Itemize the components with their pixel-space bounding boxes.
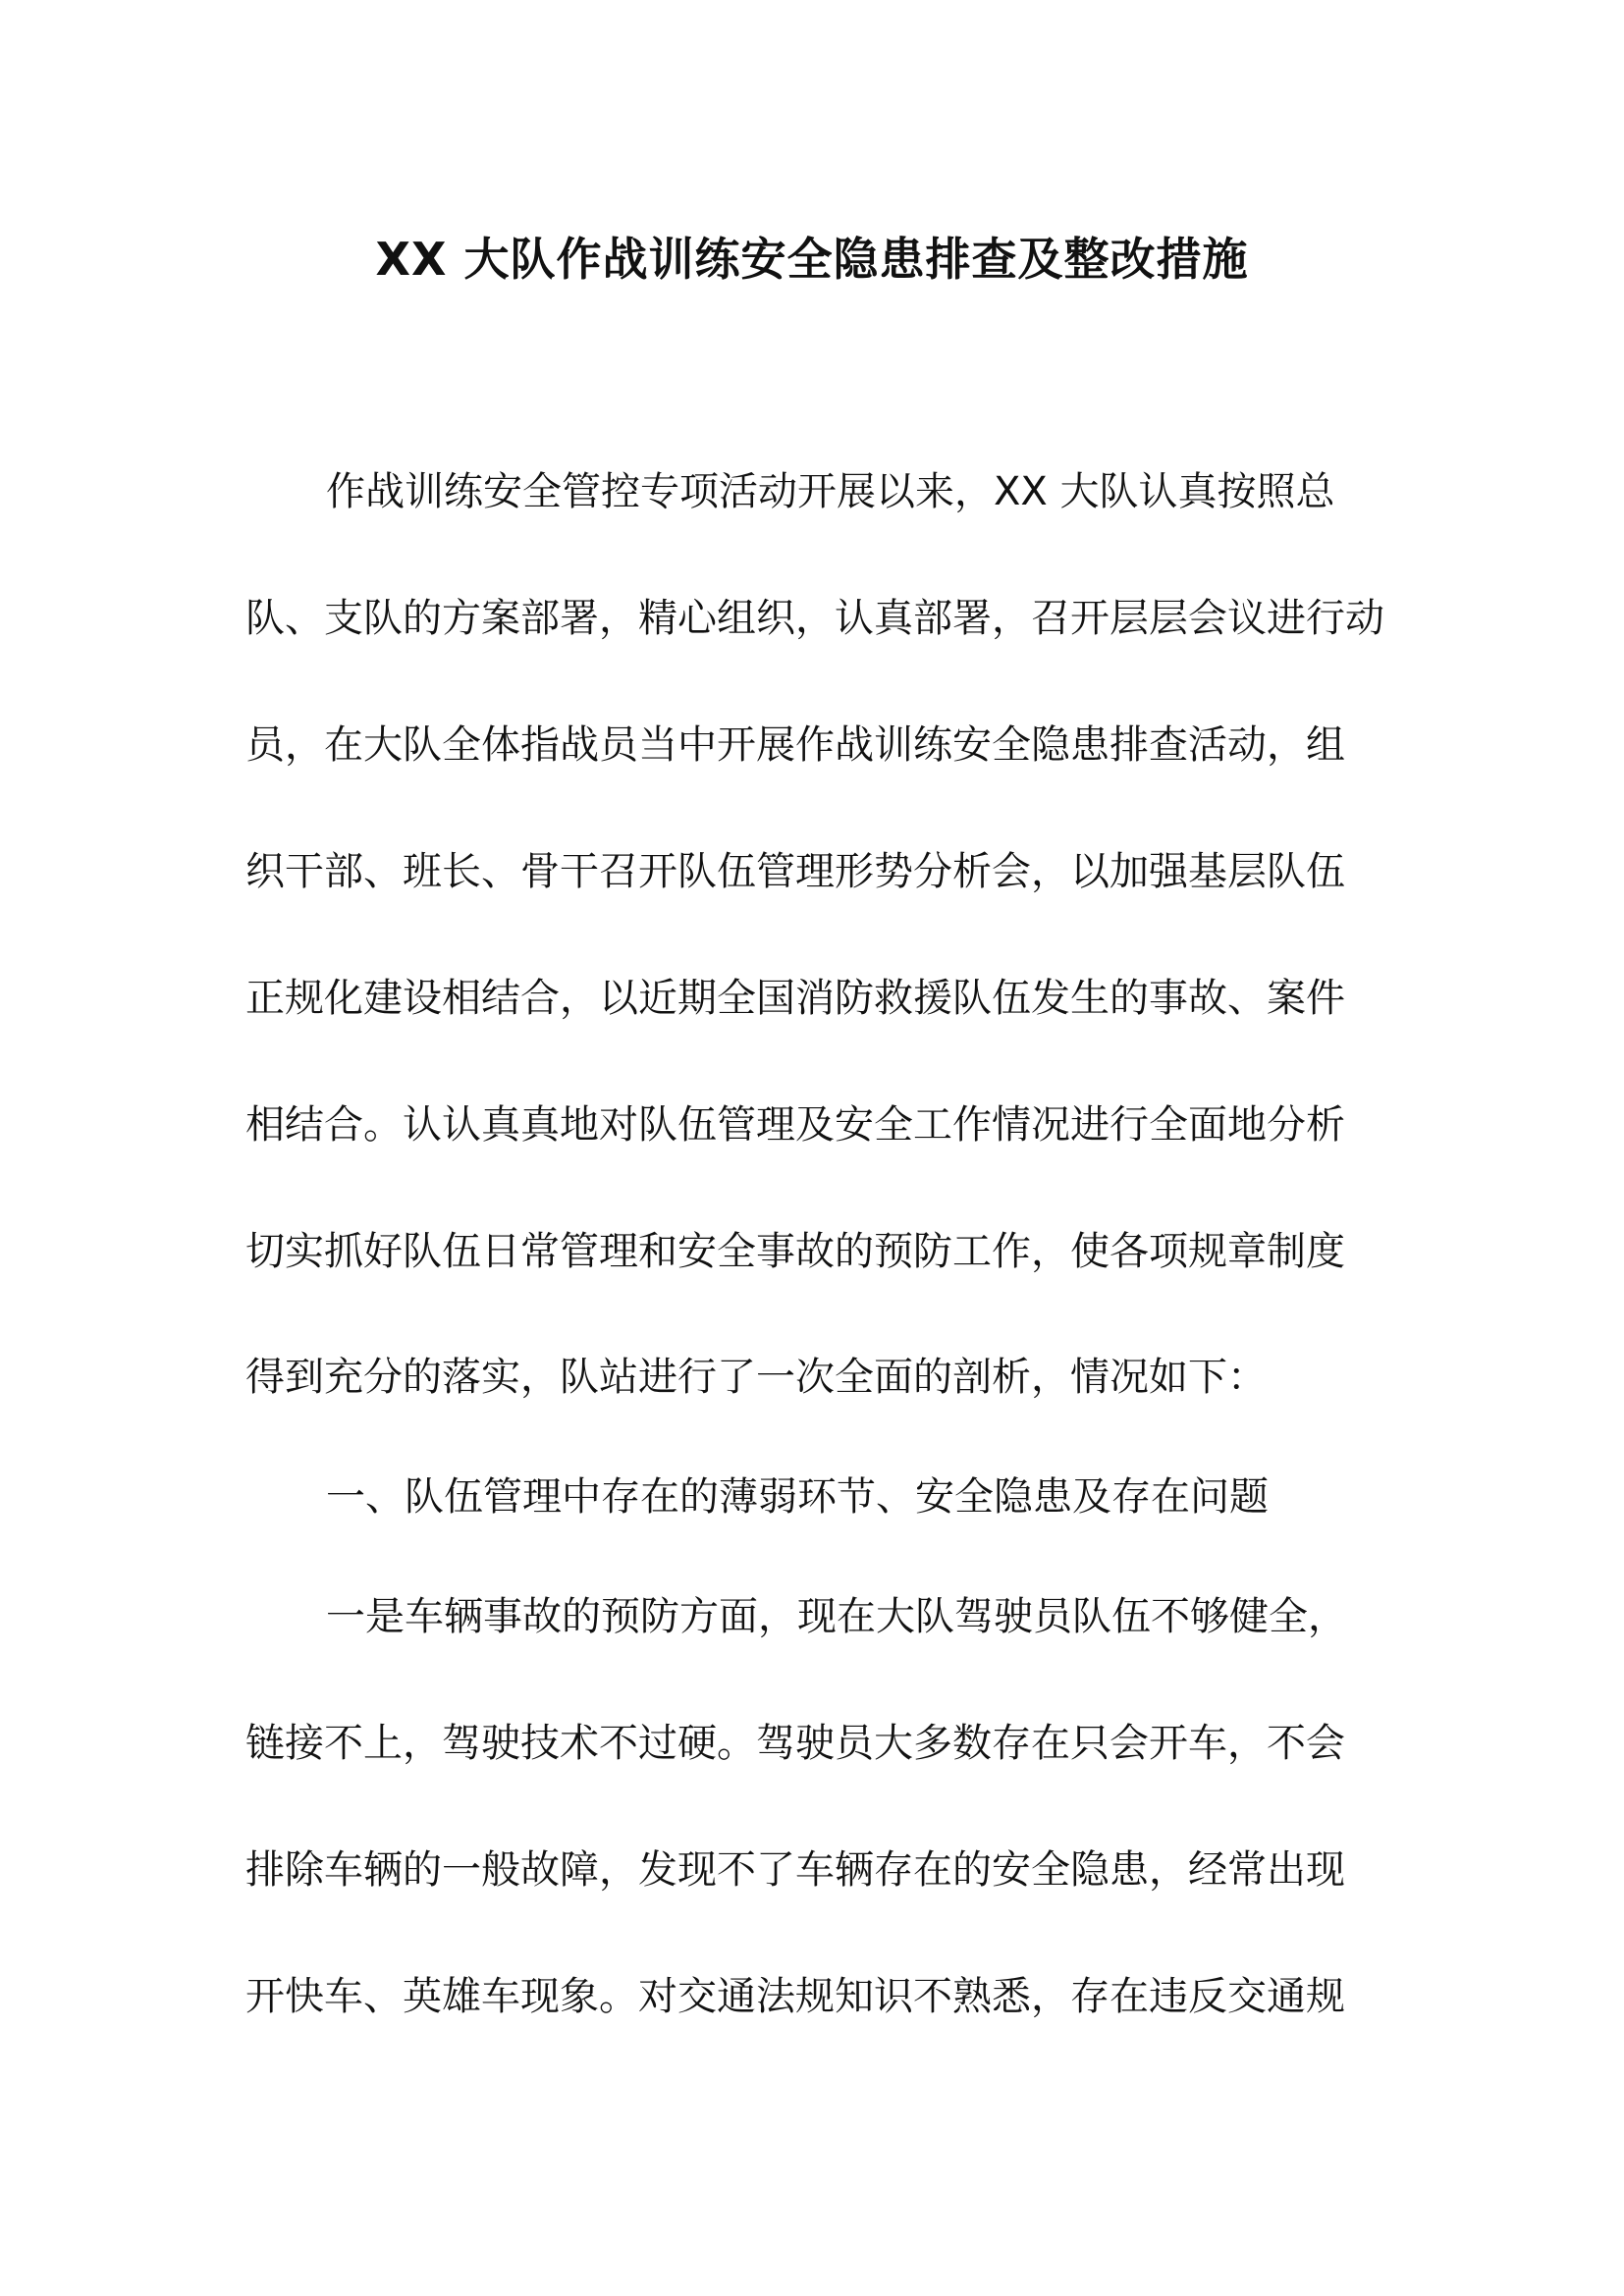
paragraph-1-line-4: 织干部、班长、骨干召开队伍管理形势分析会，以加强基层队伍 [245, 849, 1345, 894]
section-1-heading: 一、队伍管理中存在的薄弱环节、安全隐患及存在问题 [326, 1474, 1269, 1520]
paragraph-2-line-1: 一是车辆事故的预防方面，现在大队驾驶员队伍不够健全， [326, 1594, 1347, 1639]
paragraph-1-line-6: 相结合。认认真真地对队伍管理及安全工作情况进行全面地分析 [245, 1102, 1345, 1148]
paragraph-1-line-2: 队、支队的方案部署，精心组织，认真部署，召开层层会议进行动 [245, 596, 1384, 641]
document-title: XX 大队作战训练安全隐患排查及整改措施 [375, 233, 1249, 286]
paragraph-1-line-3: 员，在大队全体指战员当中开展作战训练安全隐患排查活动，组 [245, 722, 1345, 768]
paragraph-2-line-2: 链接不上，驾驶技术不过硬。驾驶员大多数存在只会开车，不会 [245, 1721, 1345, 1766]
paragraph-2-line-4: 开快车、英雄车现象。对交通法规知识不熟悉，存在违反交通规 [245, 1974, 1345, 2019]
paragraph-1-line-1: 作战训练安全管控专项活动开展以来，XX 大队认真按照总 [326, 469, 1335, 514]
paragraph-2-line-3: 排除车辆的一般故障，发现不了车辆存在的安全隐患，经常出现 [245, 1847, 1345, 1893]
paragraph-1-line-5: 正规化建设相结合，以近期全国消防救援队伍发生的事故、案件 [245, 976, 1345, 1021]
paragraph-1-line-7: 切实抓好队伍日常管理和安全事故的预防工作，使各项规章制度 [245, 1229, 1345, 1274]
paragraph-1-line-8: 得到充分的落实，队站进行了一次全面的剖析，情况如下： [245, 1355, 1267, 1400]
